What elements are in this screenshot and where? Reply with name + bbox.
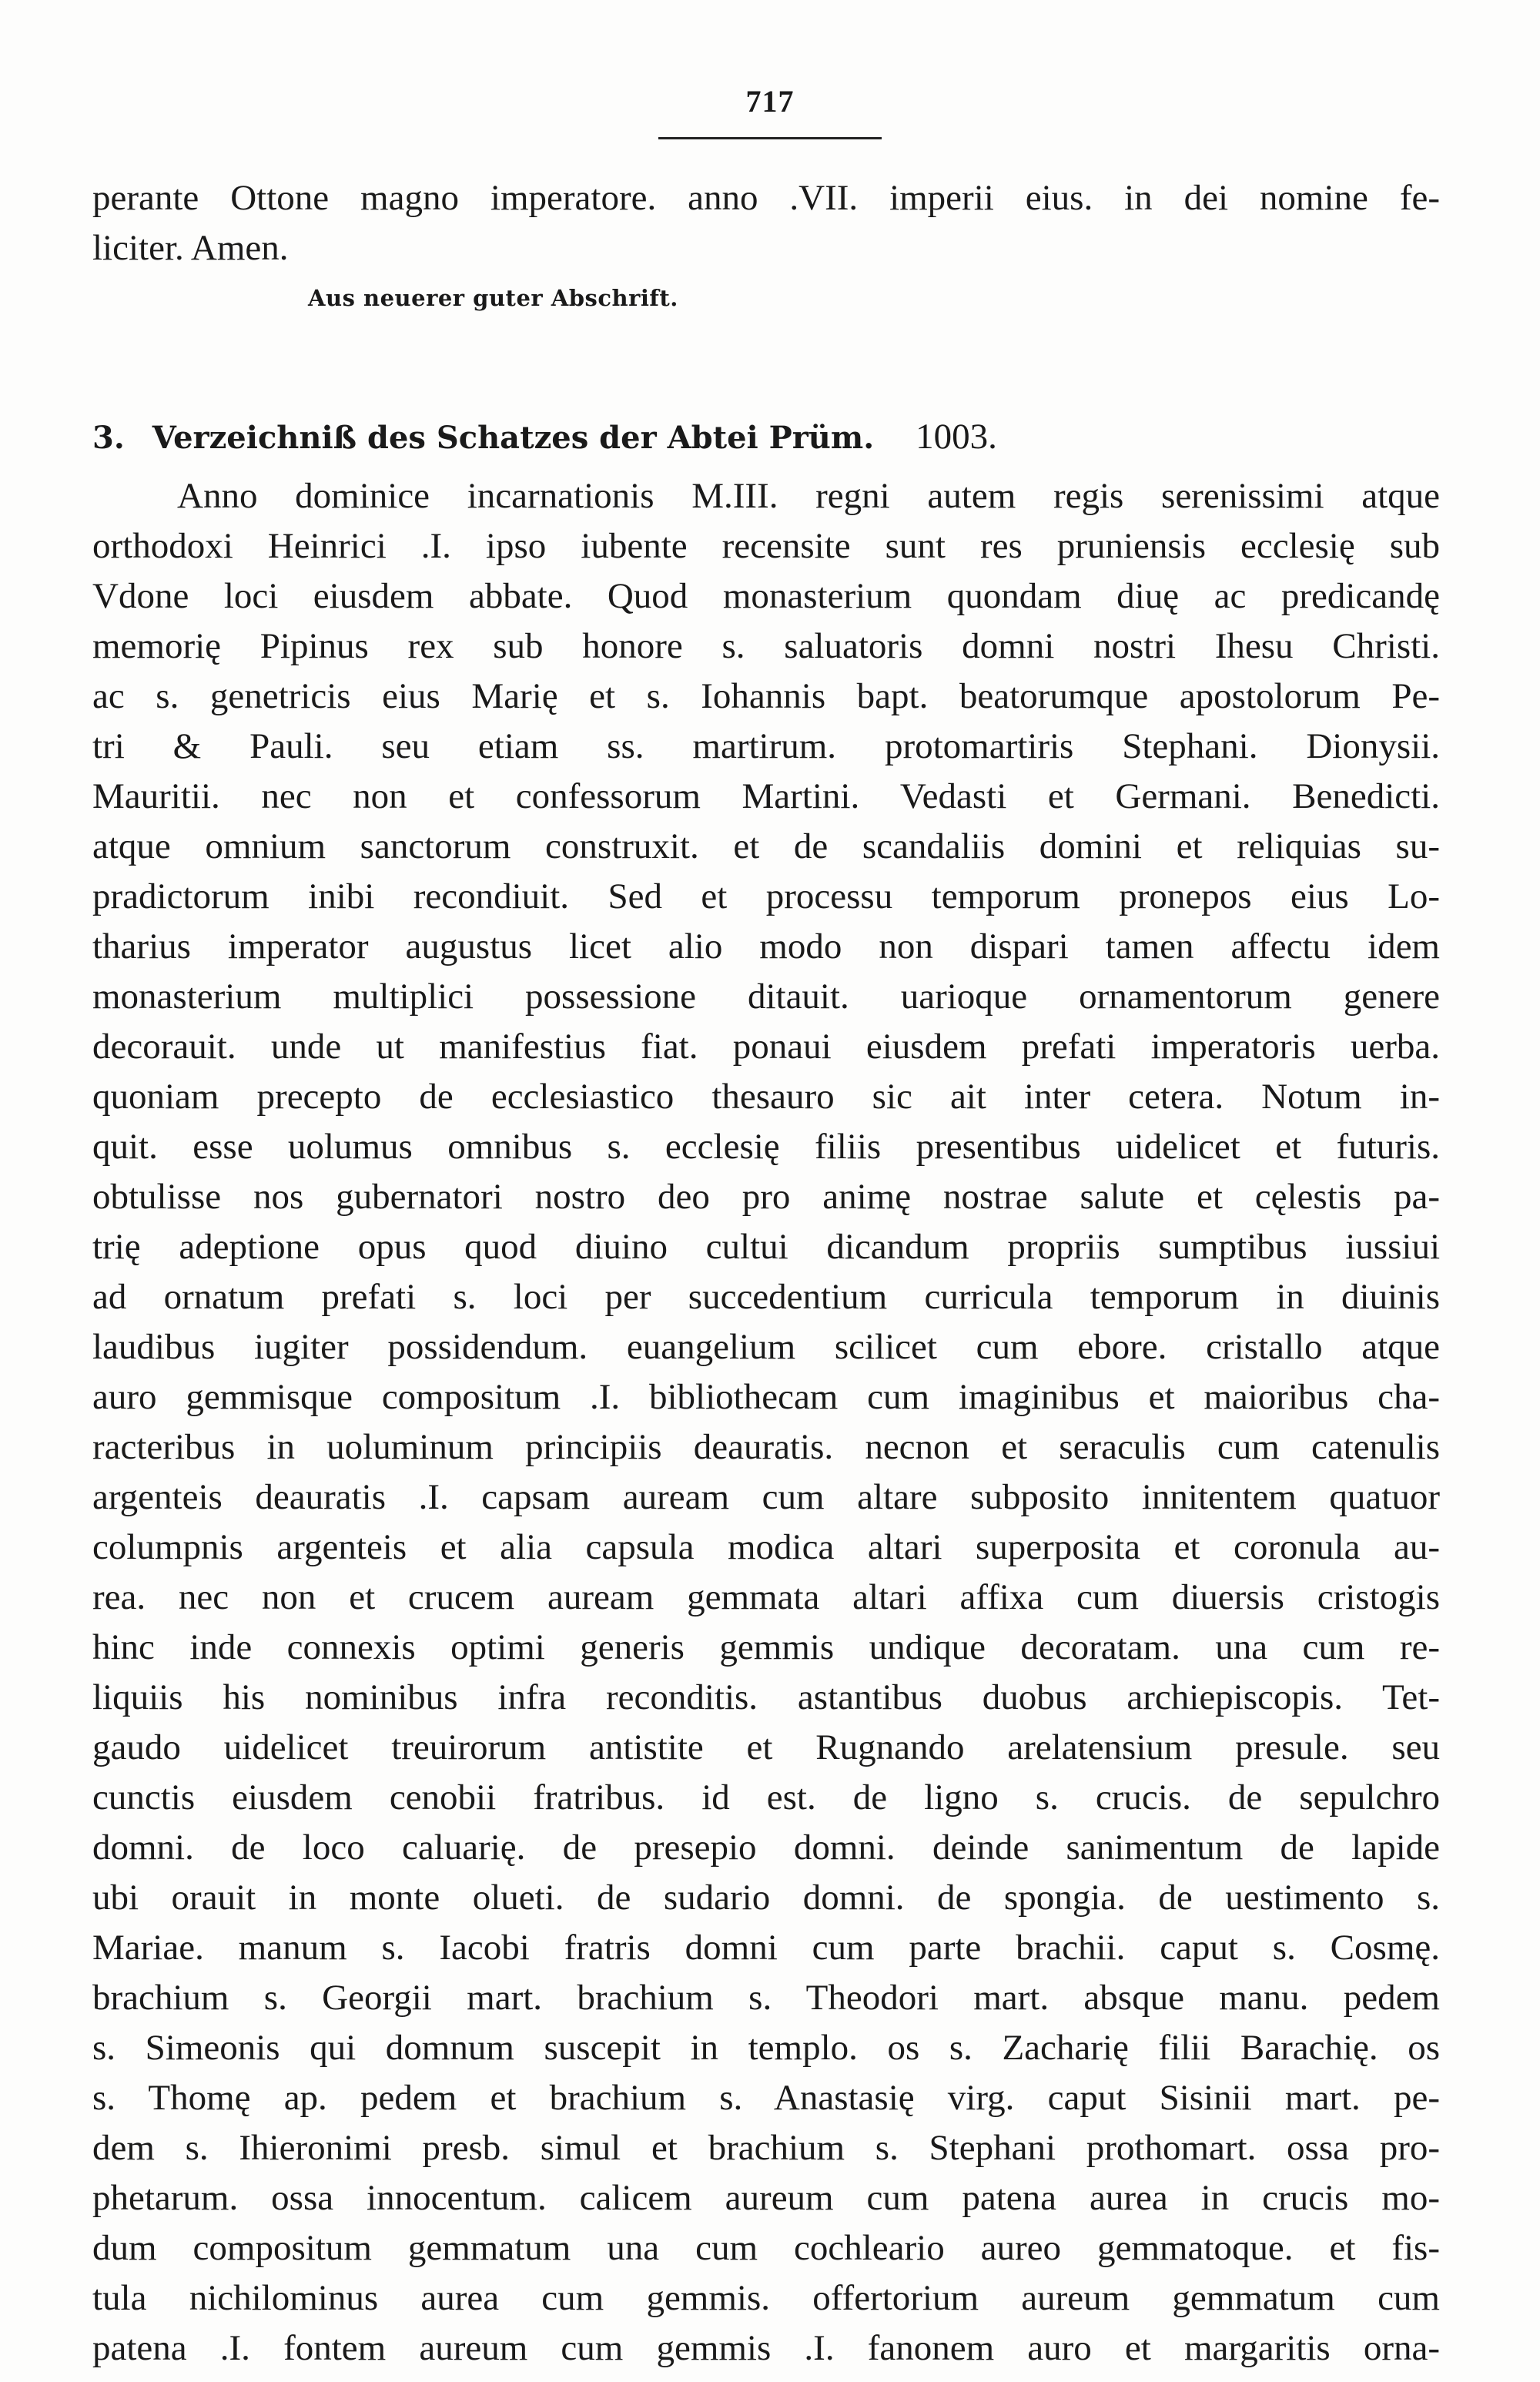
section-title: Verzeichniß des Schatzes der Abtei Prüm. — [152, 420, 875, 456]
text-line: cunctis eiusdem cenobii fratribus. id est. de ligno s. crucis. de sepulchro — [92, 1777, 1440, 1817]
text-line: tula nichilominus aurea cum gemmis. offertorium aureum gemmatum cum — [92, 2278, 1440, 2318]
page-number-rule — [658, 137, 882, 139]
text-line: auro gemmisque compositum .I. bibliothecam cum imaginibus et maioribus cha- — [92, 1377, 1440, 1417]
section-year: 1003. — [916, 417, 997, 457]
text-line: s. Thomę ap. pedem et brachium s. Anastasię virg. caput Sisinii mart. pe- — [92, 2078, 1440, 2118]
text-line: memorię Pipinus rex sub honore s. saluatoris domni nostri Ihesu Christi. — [92, 626, 1440, 666]
text-line: obtulisse nos gubernatori nostro deo pro animę nostrae salute et cęlestis pa- — [92, 1177, 1440, 1217]
text-line: ac s. genetricis eius Marię et s. Iohannis bapt. beatorumque apostolorum Pe- — [92, 676, 1440, 716]
text-line: dum compositum gemmatum una cum cochleario aureo gemmatoque. et fis- — [92, 2228, 1440, 2268]
text-line: Mariae. manum s. Iacobi fratris domni cum parte brachii. caput s. Cosmę. — [92, 1928, 1440, 1968]
text-line: quoniam precepto de ecclesiastico thesauro sic ait inter cetera. Notum in- — [92, 1077, 1440, 1117]
text-line: trię adeptione opus quod diuino cultui dicandum propriis sumptibus iussiui — [92, 1227, 1440, 1267]
text-line: s. Simeonis qui domnum suscepit in templo. os s. Zacharię filii Barachię. os — [92, 2028, 1440, 2068]
text-line: Mauritii. nec non et confessorum Martini. Vedasti et Germani. Benedicti. — [92, 776, 1440, 816]
text-line: laudibus iugiter possidendum. euangelium scilicet cum ebore. cristallo atque — [92, 1327, 1440, 1367]
text-line: domni. de loco caluarię. de presepio domni. deinde sanimentum de lapide — [92, 1828, 1440, 1868]
text-line: decorauit. unde ut manifestius fiat. ponaui eiusdem prefati imperatoris uerba. — [92, 1027, 1440, 1067]
text-line: rea. nec non et crucem auream gemmata altari affixa cum diuersis cristogis — [92, 1577, 1440, 1617]
body-paragraph — [92, 471, 1440, 2374]
text-line: dem s. Ihieronimi presb. simul et brachium s. Stephani prothomart. ossa pro- — [92, 2128, 1440, 2168]
text-line: perante Ottone magno imperatore. anno .VII. imperii eius. in dei nomine fe- — [92, 178, 1440, 218]
text-line: columpnis argenteis et alia capsula modica altari superposita et coronula au- — [92, 1527, 1440, 1567]
text-line: Vdone loci eiusdem abbate. Quod monasterium quondam diuę ac predicandę — [92, 576, 1440, 616]
text-line: tri & Pauli. seu etiam ss. martirum. protomartiris Stephani. Dionysii. — [92, 726, 1440, 766]
text-line: patena .I. fontem aureum cum gemmis .I. fanonem auro et margaritis orna- — [92, 2328, 1440, 2368]
source-note: Aus neuerer guter Abschrift. — [308, 285, 678, 311]
text-line: phetarum. ossa innocentum. calicem aureum cum patena aurea in crucis mo- — [92, 2178, 1440, 2218]
text-line: quit. esse uolumus omnibus s. ecclesię filiis presentibus uidelicet et futuris. — [92, 1127, 1440, 1167]
text-line: tharius imperator augustus licet alio modo non dispari tamen affectu idem — [92, 926, 1440, 967]
text-line: orthodoxi Heinrici .I. ipso iubente recensite sunt res pruniensis ecclesię sub — [92, 526, 1440, 566]
section-number: 3. — [92, 420, 125, 456]
text-line: racteribus in uoluminum principiis deauratis. necnon et seraculis cum catenulis — [92, 1427, 1440, 1467]
text-line: brachium s. Georgii mart. brachium s. Theodori mart. absque manu. pedem — [92, 1978, 1440, 2018]
text-line: pradictorum inibi recondiuit. Sed et processu temporum pronepos eius Lo- — [92, 876, 1440, 916]
text-line: liciter. Amen. — [92, 228, 289, 268]
text-line: Anno dominice incarnationis M.III. regni autem regis serenissimi atque — [177, 476, 1440, 516]
page-number: 717 — [745, 84, 795, 119]
text-line: ubi orauit in monte olueti. de sudario domni. de spongia. de uestimento s. — [92, 1878, 1440, 1918]
text-line: hinc inde connexis optimi generis gemmis undique decoratam. una cum re- — [92, 1627, 1440, 1667]
text-line: atque omnium sanctorum construxit. et de scandaliis domini et reliquias su- — [92, 826, 1440, 866]
text-line: gaudo uidelicet treuirorum antistite et Rugnando arelatensium presule. seu — [92, 1727, 1440, 1767]
section-heading — [92, 416, 997, 457]
intro-paragraph — [92, 173, 1440, 273]
text-line: liquiis his nominibus infra reconditis. astantibus duobus archiepiscopis. Tet- — [92, 1677, 1440, 1717]
text-line: argenteis deauratis .I. capsam auream cum altare subposito innitentem quatuor — [92, 1477, 1440, 1517]
text-line: monasterium multiplici possessione ditauit. uarioque ornamentorum genere — [92, 977, 1440, 1017]
text-line: ad ornatum prefati s. loci per succedentium curricula temporum in diuinis — [92, 1277, 1440, 1317]
